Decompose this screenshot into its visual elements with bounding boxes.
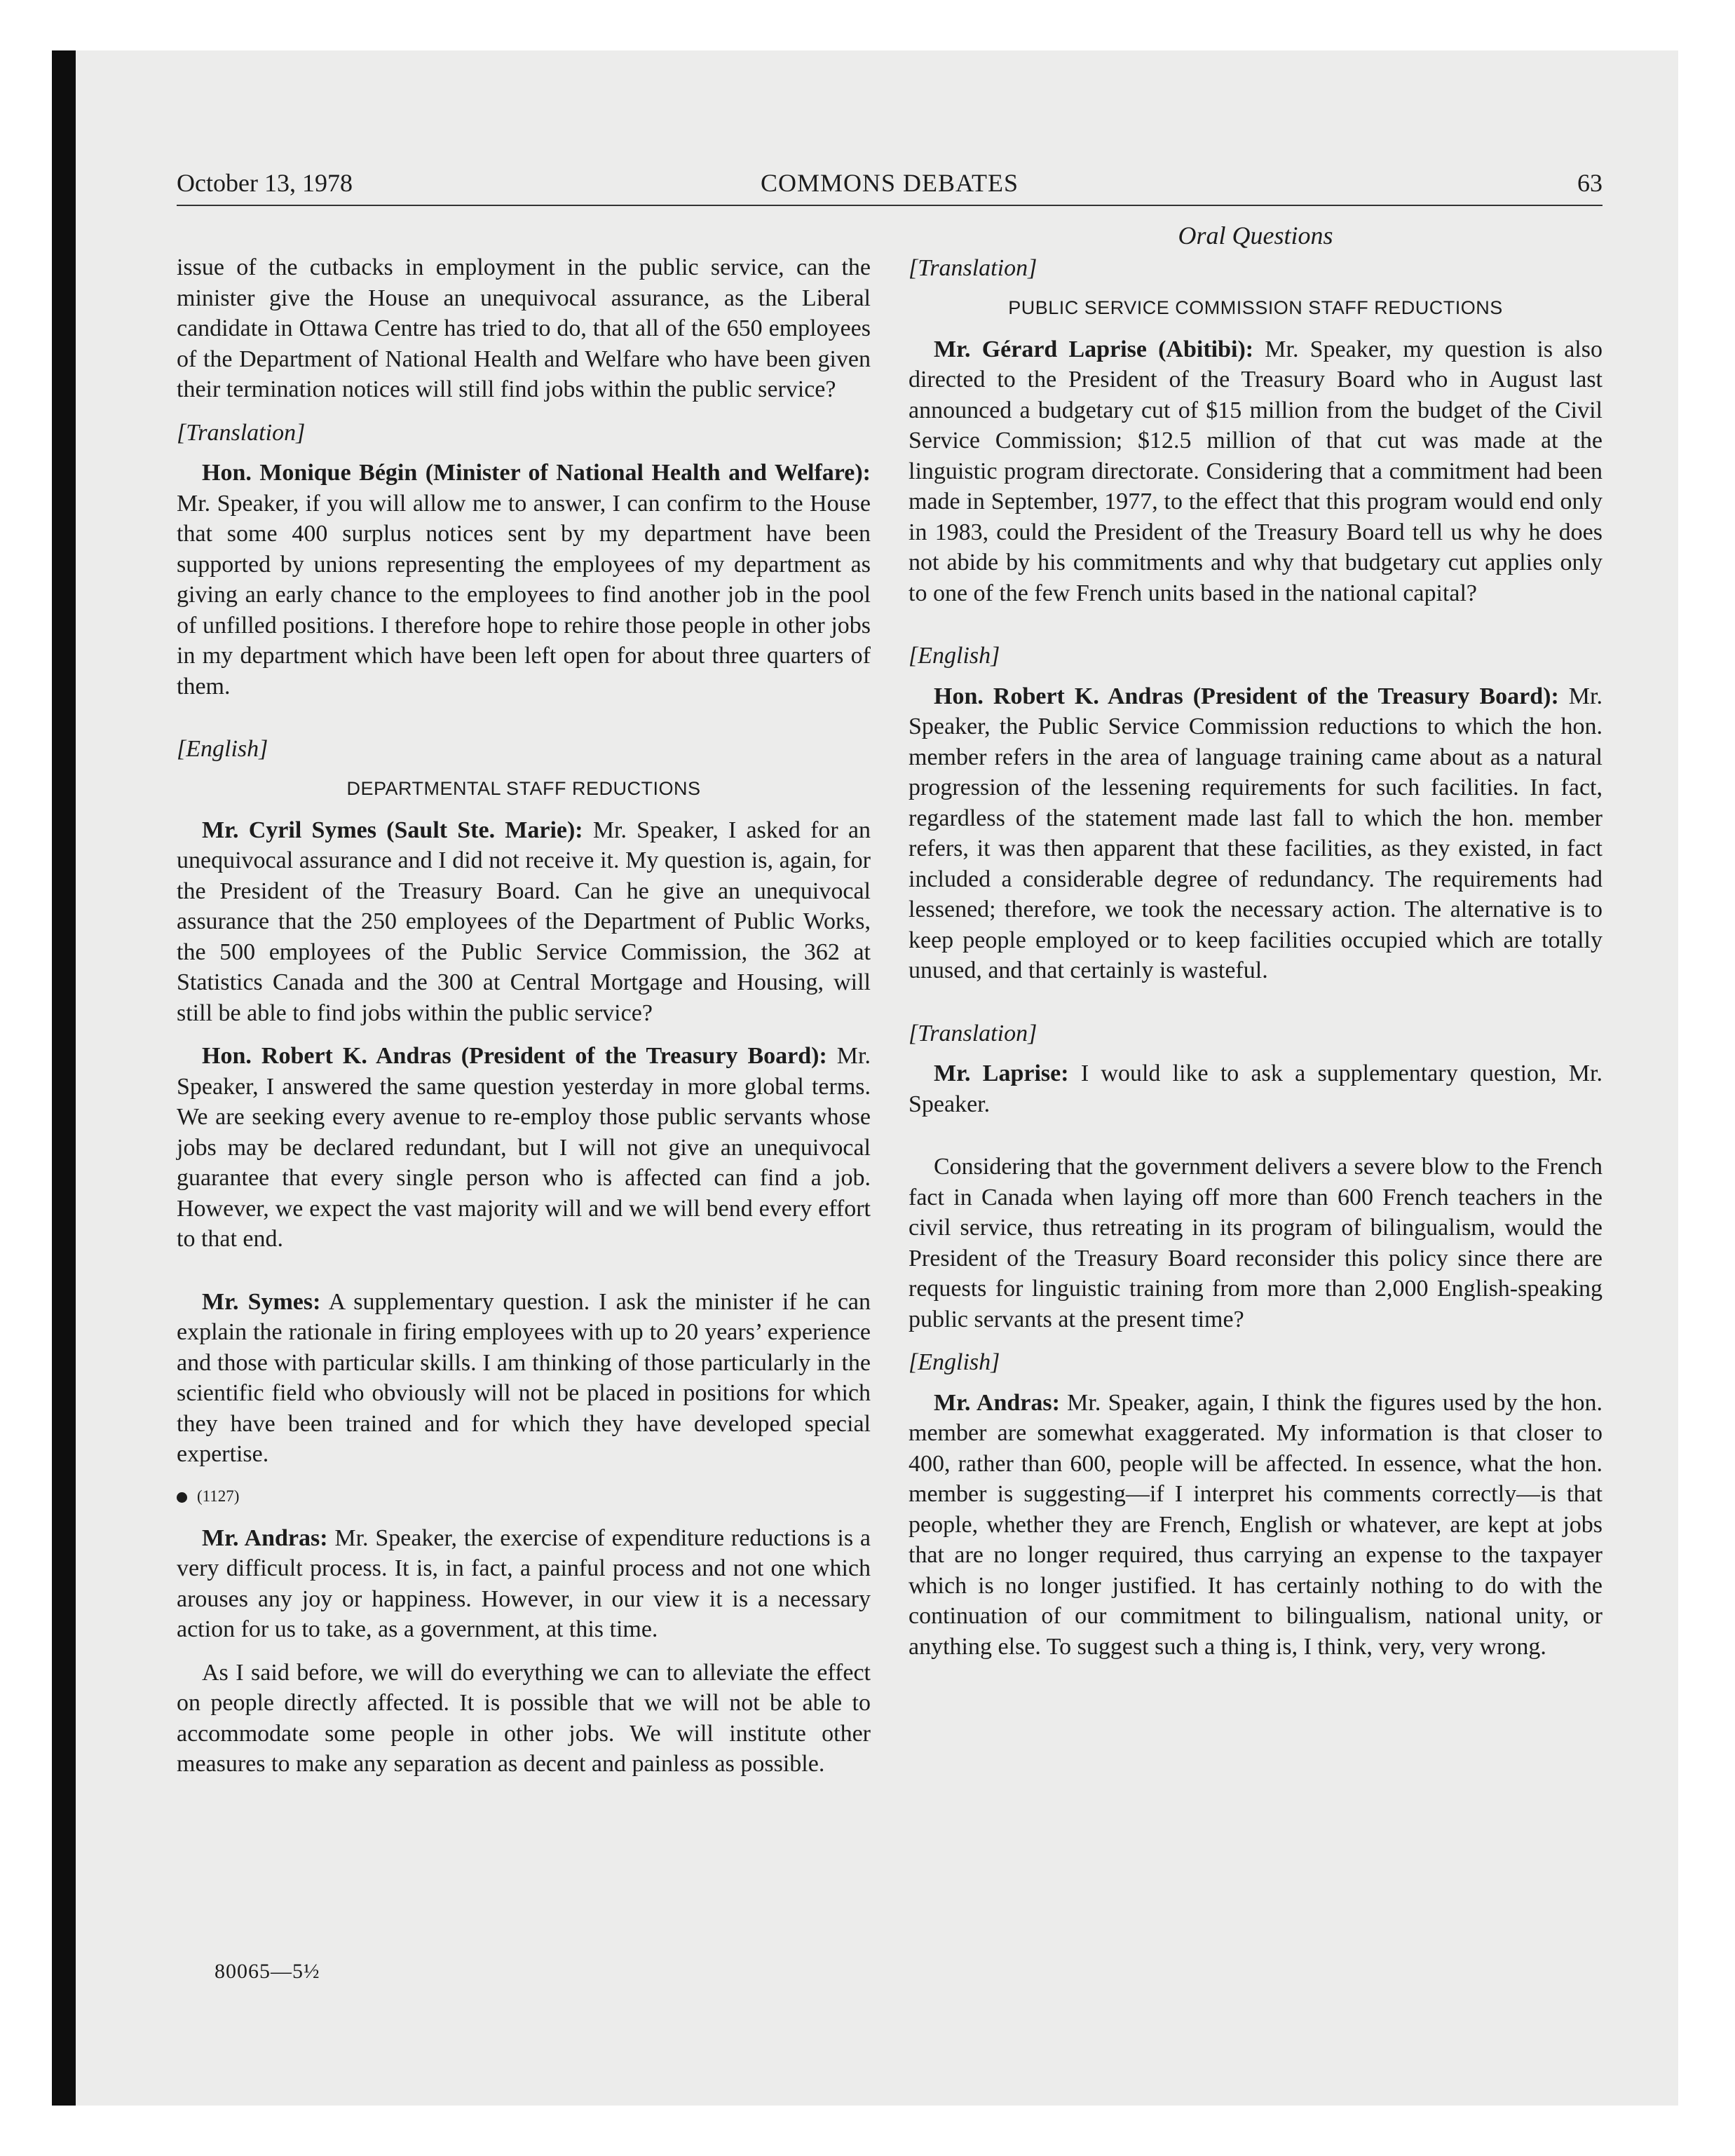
bullet-icon (177, 1492, 187, 1503)
language-tag: [Translation] (177, 419, 306, 446)
language-tag: [Translation] (909, 255, 1037, 281)
right-paragraph-1 (909, 334, 1603, 609)
speech-text: Mr. Speaker, again, I think the figures used by the hon. member are somewhat exaggerated. My information is that closer to 400, rather than 600, people will be affected. In essence, what the hon. member is suggesting—if I interpret his comments correctly—is that people, whether they are French, English or whatever, are kept at jobs that are no longer required, thus carrying an expense to the taxpayer which is no longer justified. It has certainly nothing to do with the continuation of our commitment to bilingualism, national unity, or anything else. To suggest such a thing is, I think, very, very wrong. (909, 1389, 1603, 1660)
right-paragraph-5 (909, 1388, 1603, 1663)
speech-text: Mr. Speaker, I answered the same question yesterday in more global terms. We are seeking every avenue to re-employ those public servants whose jobs may be declared redundant, but I will not give an unequivocal guarantee that every single person who is affected can find a job. However, we expect the vast majority will and we will bend every effort to that end. (177, 1043, 871, 1252)
scan-binding-edge (52, 50, 76, 2106)
running-head (177, 165, 1603, 206)
language-tag: [English] (909, 1349, 1000, 1375)
language-tag: [English] (177, 736, 268, 762)
speaker-name: Mr. Gérard Laprise (Abitibi): (934, 336, 1254, 362)
left-paragraph-5 (177, 1287, 871, 1470)
left-paragraph-4 (177, 1041, 871, 1255)
speaker-name: Hon. Robert K. Andras (President of the Treasury Board): (934, 683, 1559, 709)
header-title: COMMONS DEBATES (760, 169, 1019, 197)
right-paragraph-4: Considering that the government delivers a severe blow to the French fact in Canada when laying off more than 600 French teachers in the civil service, thus retreating in its program of bilingualism, would the President of the Treasury Board reconsider this policy since there are requests for linguistic training from more than 2,000 English-speaking public servants at the present time? (909, 1154, 1603, 1332)
speaker-name: Mr. Symes: (202, 1288, 321, 1315)
speech-text: Mr. Speaker, my question is also directed to the President of the Treasury Board who in August last announced a budgetary cut of $15 million from the budget of the Civil Service Commission; $12.5 million of that cut was made at the linguistic program directorate. Considering that a commitment had been made in September, 1977, to the effect that this program would end only in 1983, could the President of the Treasury Board tell us why he does not abide by his commitments and why that budgetary cut applies only to one of the few French units based in the national capital? (909, 336, 1603, 606)
time-marker (177, 1482, 871, 1510)
language-tag: [English] (909, 643, 1000, 669)
footer-code: 80065—5½ (215, 1960, 320, 1983)
right-paragraph-2 (909, 681, 1603, 986)
section-heading: DEPARTMENTAL STAFF REDUCTIONS (346, 777, 701, 799)
speech-text: Mr. Speaker, if you will allow me to answer, I can confirm to the House that some 400 surplus notices sent by my department have been supported by unions representing the employees of my department as giving an early chance to the employees to find another job in the pool of unfilled positions. I therefore hope to rehire those people in other jobs in my department which have been left open for about three quarters of them. (177, 490, 871, 700)
speaker-name: Mr. Cyril Symes (Sault Ste. Marie): (202, 817, 583, 843)
left-column (177, 252, 871, 1792)
speech-text: Mr. Speaker, the exercise of expenditure reductions is a very difficult process. It is, in fact, a painful process and not one which arouses any joy or happiness. However, in our view it is a necessary action for us to take, as a government, at this time. (177, 1524, 871, 1642)
speech-text: I would like to ask a supplementary question, Mr. Speaker. (909, 1060, 1603, 1117)
speech-text: Mr. Speaker, the Public Service Commission reductions to which the hon. member refers in the area of language training came about as a natural progression of the lessening requirements for such facilities. In fact, regardless of the statement made last fall to which the hon. member refers, it was then apparent that these facilities, as they existed, in fact included a considerable degree of redundancy. The requirements had lessened; therefore, we took the necessary action. The alternative is to keep people employed or to keep facilities occupied which are totally unused, and that certainly is wasteful. (909, 683, 1603, 983)
left-paragraph-3 (177, 815, 871, 1029)
left-paragraph-6 (177, 1523, 871, 1645)
left-paragraph-7: As I said before, we will do everything we can to alleviate the effect on people directly affected. It is possible that we will not be able to accommodate some people in other jobs. We will institute other measures to make any separation as decent and painless as possible. (177, 1659, 871, 1777)
section-label: Oral Questions (1178, 221, 1333, 250)
speech-text: A supplementary question. I ask the minister if he can explain the rationale in firing employees with up to 20 years’ experience and those with particular skills. I am thinking of those particularly in the scientific field who obviously will not be placed in positions for which they have been trained and for which they have developed special expertise. (177, 1288, 871, 1467)
left-paragraph-2 (177, 458, 871, 702)
left-paragraph-1: issue of the cutbacks in employment in the public service, can the minister give the House an unequivocal assurance, as the Liberal candidate in Ottawa Centre has tried to do, that all of the 650 employees of the Department of National Health and Welfare who have been given their termination notices will still find jobs within the public service? (177, 254, 871, 402)
right-column (909, 221, 1603, 1674)
speaker-name: Mr. Laprise: (934, 1060, 1069, 1086)
speaker-name: Mr. Andras: (934, 1389, 1060, 1416)
header-page-number: 63 (1577, 169, 1603, 197)
language-tag: [Translation] (909, 1020, 1037, 1046)
time-marker-text: (1127) (197, 1487, 240, 1505)
speech-text: Mr. Speaker, I asked for an unequivocal assurance and I did not receive it. My question is, again, for the President of the Treasury Board. Can he give an unequivocal assurance that the 250 employees of the Department of Public Works, the 500 employees of the Public Service Commission, the 362 at Statistics Canada and the 300 at Central Mortgage and Housing, will still be able to find jobs within the public service? (177, 817, 871, 1026)
speaker-name: Mr. Andras: (202, 1524, 328, 1551)
right-paragraph-3 (909, 1058, 1603, 1119)
speaker-name: Hon. Monique Bégin (Minister of National Health and Welfare): (202, 460, 871, 486)
header-date: October 13, 1978 (177, 169, 353, 197)
speaker-name: Hon. Robert K. Andras (President of the Treasury Board): (202, 1043, 827, 1069)
section-heading: PUBLIC SERVICE COMMISSION STAFF REDUCTIONS (1008, 296, 1503, 318)
